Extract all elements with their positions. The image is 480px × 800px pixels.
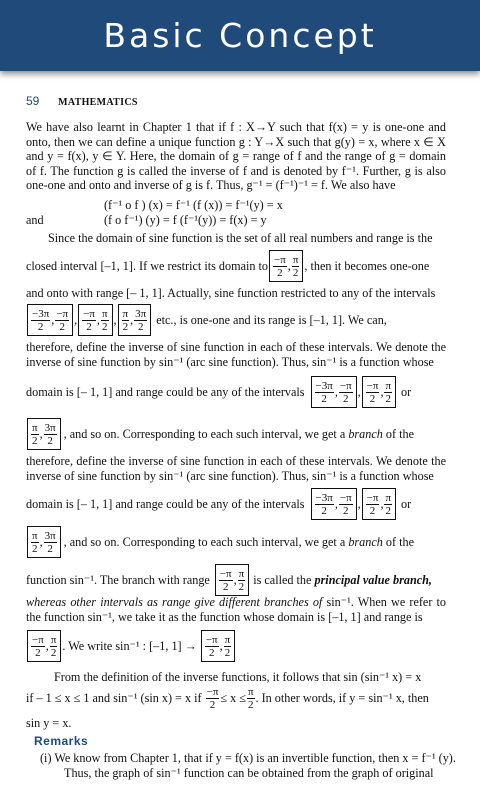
denominator: 2: [59, 320, 65, 333]
denominator: 2: [342, 504, 349, 517]
numerator: −π: [366, 491, 379, 504]
page-content[interactable]: [0, 78, 480, 800]
fraction: [273, 254, 287, 279]
denominator: 2: [32, 434, 38, 447]
denominator: 2: [50, 646, 57, 659]
text-span: , and so on. Corresponding to each such interval, we get a: [63, 426, 346, 441]
fraction: [315, 492, 334, 517]
denominator: 2: [321, 392, 327, 405]
numerator: −π: [339, 379, 352, 392]
paragraph-4b: [26, 686, 446, 711]
numerator: −π: [366, 379, 379, 392]
denominator: 2: [208, 646, 215, 659]
fraction: [247, 686, 255, 711]
denominator: 2: [35, 646, 41, 659]
interval-bracket: $\frac{\pi}{2}$ , $\frac{3\pi}{2}$: [27, 526, 61, 558]
interval-bracket: $\frac{-\pi}{2}$ , $\frac{\pi}{2}$: [78, 304, 112, 336]
interval-bracket: $\frac{-\pi}{2}$ , $\frac{\pi}{2}$: [215, 564, 249, 596]
text-span: domain is [– 1, 1] and range could be any of the intervals: [26, 496, 305, 511]
fraction: [219, 568, 233, 593]
page-subject: MATHEMATICS: [58, 97, 138, 108]
paragraph-2f: domain is [– 1, 1] and range could be any of the intervals $\frac{-3\pi}{2}$ , $\frac{-\pi}{2}$ , $\frac{-\pi}{2}$ , $\frac{\pi}{2}$ or: [26, 376, 446, 408]
denominator: 2: [238, 580, 245, 593]
numerator: π: [238, 567, 245, 580]
paragraph-4c: sin y = x.: [26, 716, 72, 730]
numerator: −π: [274, 253, 286, 266]
denominator: 2: [222, 580, 229, 593]
numerator: π: [122, 307, 129, 320]
fraction: [31, 634, 45, 659]
paragraph-4: From the definition of the inverse functions, it follows that sin (sin⁻¹ x) = x: [54, 670, 422, 684]
fraction: [122, 308, 130, 333]
fraction: [50, 634, 58, 659]
interval-bracket: $\frac{-\pi}{2}$ , $\frac{\pi}{2}$: [362, 376, 396, 408]
numerator: π: [385, 379, 392, 392]
denominator: 2: [321, 504, 327, 517]
interval-bracket: $\frac{-3\pi}{2}$ , $\frac{-\pi}{2}$: [27, 304, 73, 336]
text-span: is called the: [253, 572, 312, 587]
text-span: of the: [385, 426, 414, 441]
numerator: 3π: [44, 421, 56, 434]
numerator: −π: [205, 633, 218, 646]
paragraph-2g: [26, 418, 446, 450]
paragraph-1: We have also learnt in Chapter 1 that if f : X→Y such that f(x) = y is one-one and onto, then we can define a unique function g : Y→X such that g(y) = x, where x ∈ X and y = f(x), y ∈ Y. Here, the domain of g = range of f and the range of g = domain of f. The function g is called the inverse of f and is denoted by f⁻¹. Further, g is also one-one and onto and inverse of g is f. Thus, g⁻¹ = (f⁻¹)⁻¹ = f. We also have: [26, 120, 446, 193]
text-span: branch: [348, 426, 383, 441]
text-span: , and so on. Corresponding to each such interval, we get a: [63, 534, 346, 549]
fraction: [384, 380, 392, 405]
interval-bracket: $\frac{-3\pi}{2}$ , $\frac{-\pi}{2}$: [311, 488, 357, 520]
fraction: [31, 308, 50, 333]
interval-bracket: $\frac{-\pi}{2}$ , $\frac{\pi}{2}$: [269, 250, 303, 282]
paragraph-2c: and onto with range [– 1, 1]. Actually, sine function restricted to any of the intervals: [26, 286, 436, 300]
app-header: [0, 0, 480, 71]
fraction: [292, 254, 300, 279]
paragraph-2a: Since the domain of sine function is the set of all real numbers and range is the: [48, 231, 433, 245]
app-title: Basic Concept: [103, 16, 377, 55]
text-span: if – 1 ≤ x ≤ 1 and sin⁻¹ (sin x) = x if: [26, 691, 202, 705]
denominator: 2: [292, 266, 299, 279]
remark-1b: Thus, the graph of sin⁻¹ function can be obtained from the graph of original: [64, 766, 434, 780]
equation-2-label: and: [26, 213, 44, 227]
fraction: [206, 686, 220, 711]
text-span: function sin⁻¹. The branch with range: [26, 572, 210, 587]
fraction: [339, 380, 353, 405]
text-span: sin⁻¹. When we refer to the function sin⁻¹, we take it as the function whose domain is [–1, 1] and range is: [26, 595, 447, 624]
denominator: 2: [224, 646, 231, 659]
text-span: whereas other intervals as range give different branches of: [26, 595, 323, 609]
fraction: [31, 530, 39, 555]
fraction: [384, 492, 392, 517]
numerator: π: [385, 491, 392, 504]
fraction: [366, 380, 380, 405]
fraction: [339, 492, 353, 517]
numerator: π: [101, 307, 108, 320]
paragraph-2g-repeat: [26, 526, 446, 558]
paragraph-2e-repeat: therefore, define the inverse of sine function in each of these intervals. We denote the inverse of sine function by sin⁻¹ (arc sine function). Thus, sin⁻¹ is a function whose: [26, 454, 446, 483]
fraction: [55, 308, 69, 333]
denominator: 2: [32, 542, 38, 555]
paragraph-2d: $\frac{-3\pi}{2}$ , $\frac{-\pi}{2}$ , $\frac{-\pi}{2}$ , $\frac{\pi}{2}$ , $\frac{\pi}{2}$ , $\frac{3\pi}{2}$ etc., is one-one and its range is [–1, 1]. We can,: [26, 304, 446, 336]
interval-bracket: $\frac{\pi}{2}$ , $\frac{3\pi}{2}$: [118, 304, 152, 336]
numerator: −3π: [315, 379, 333, 392]
denominator: 2: [37, 320, 44, 333]
numerator: −π: [219, 567, 232, 580]
denominator: 2: [277, 266, 283, 279]
text-span: or: [401, 496, 412, 511]
fraction: [82, 308, 96, 333]
denominator: 2: [47, 434, 53, 447]
text-span: principal value branch,: [314, 572, 432, 587]
interval-bracket: $\frac{-3\pi}{2}$ , $\frac{-\pi}{2}$: [311, 376, 357, 408]
text-span: . We write sin⁻¹ : [–1, 1] →: [62, 638, 197, 653]
text-span: of the: [385, 534, 414, 549]
numerator: π: [292, 253, 299, 266]
text-span: . In other words, if y = sin⁻¹ x, then: [255, 691, 429, 705]
denominator: 2: [137, 320, 144, 333]
interval-bracket: $\frac{-\pi}{2}$ , $\frac{\pi}{2}$: [27, 630, 61, 662]
fraction: [44, 422, 57, 447]
fraction: [31, 422, 39, 447]
paragraph-2f-repeat: domain is [– 1, 1] and range could be any of the intervals $\frac{-3\pi}{2}$ , $\frac{-\pi}{2}$ , $\frac{-\pi}{2}$ , $\frac{\pi}{2}$ or: [26, 488, 446, 520]
numerator: −π: [206, 686, 219, 698]
fraction: [315, 380, 334, 405]
text-span: domain is [– 1, 1] and range could be any of the intervals: [26, 384, 305, 399]
paragraph-write: [26, 630, 446, 662]
denominator: 2: [101, 320, 108, 333]
numerator: 3π: [135, 307, 147, 320]
paragraph-3b: [26, 595, 446, 624]
page-number: 59: [26, 94, 40, 108]
equation-2: (f o f⁻¹) (y) = f (f⁻¹(y)) = f(x) = y: [104, 213, 267, 227]
text-span: etc., is one-one and its range is [–1, 1]. We can,: [156, 312, 387, 327]
numerator: 3π: [44, 529, 56, 542]
fraction: [366, 492, 380, 517]
remarks-heading: Remarks: [34, 734, 89, 748]
text-span: or: [401, 384, 412, 399]
denominator: 2: [385, 504, 392, 517]
paragraph-3: [26, 564, 446, 596]
text-span: closed interval [–1, 1]. If we restrict its domain to: [26, 258, 268, 273]
numerator: π: [224, 633, 231, 646]
denominator: 2: [86, 320, 92, 333]
numerator: π: [32, 529, 38, 542]
fraction: [238, 568, 246, 593]
interval-bracket: $\frac{-\pi}{2}$ , $\frac{\pi}{2}$: [201, 630, 235, 662]
numerator: π: [247, 686, 254, 698]
fraction: [134, 308, 147, 333]
denominator: 2: [385, 392, 392, 405]
text-span: branch: [348, 534, 383, 549]
numerator: π: [32, 421, 38, 434]
equation-1: (f⁻¹ o f ) (x) = f⁻¹ (f (x)) = f⁻¹(y) = x: [104, 198, 283, 212]
denominator: 2: [47, 542, 53, 555]
fraction: [205, 634, 219, 659]
text-span: ≤ x ≤: [220, 691, 246, 705]
numerator: −3π: [32, 307, 50, 320]
numerator: −π: [32, 633, 44, 646]
denominator: 2: [247, 699, 254, 711]
interval-bracket: $\frac{\pi}{2}$ , $\frac{3\pi}{2}$: [27, 418, 61, 450]
denominator: 2: [209, 699, 216, 711]
denominator: 2: [369, 392, 376, 405]
fraction: [101, 308, 109, 333]
page-header: [26, 94, 138, 108]
denominator: 2: [369, 504, 376, 517]
fraction: [44, 530, 57, 555]
denominator: 2: [342, 392, 349, 405]
paragraph-2b: [26, 250, 446, 282]
paragraph-2e: therefore, define the inverse of sine function in each of these intervals. We denote the inverse of sine function by sin⁻¹ (arc sine function). Thus, sin⁻¹ is a function whose: [26, 340, 446, 369]
numerator: −3π: [315, 491, 333, 504]
numerator: −π: [56, 307, 69, 320]
numerator: π: [50, 633, 57, 646]
denominator: 2: [122, 320, 129, 333]
fraction: [224, 634, 232, 659]
interval-bracket: $\frac{-\pi}{2}$ , $\frac{\pi}{2}$: [362, 488, 396, 520]
text-span: , then it becomes one-one: [304, 258, 430, 273]
numerator: −π: [83, 307, 95, 320]
numerator: −π: [339, 491, 352, 504]
remark-1a: (i) We know from Chapter 1, that if y = f(x) is an invertible function, then x = f⁻¹ (y).: [40, 751, 456, 765]
